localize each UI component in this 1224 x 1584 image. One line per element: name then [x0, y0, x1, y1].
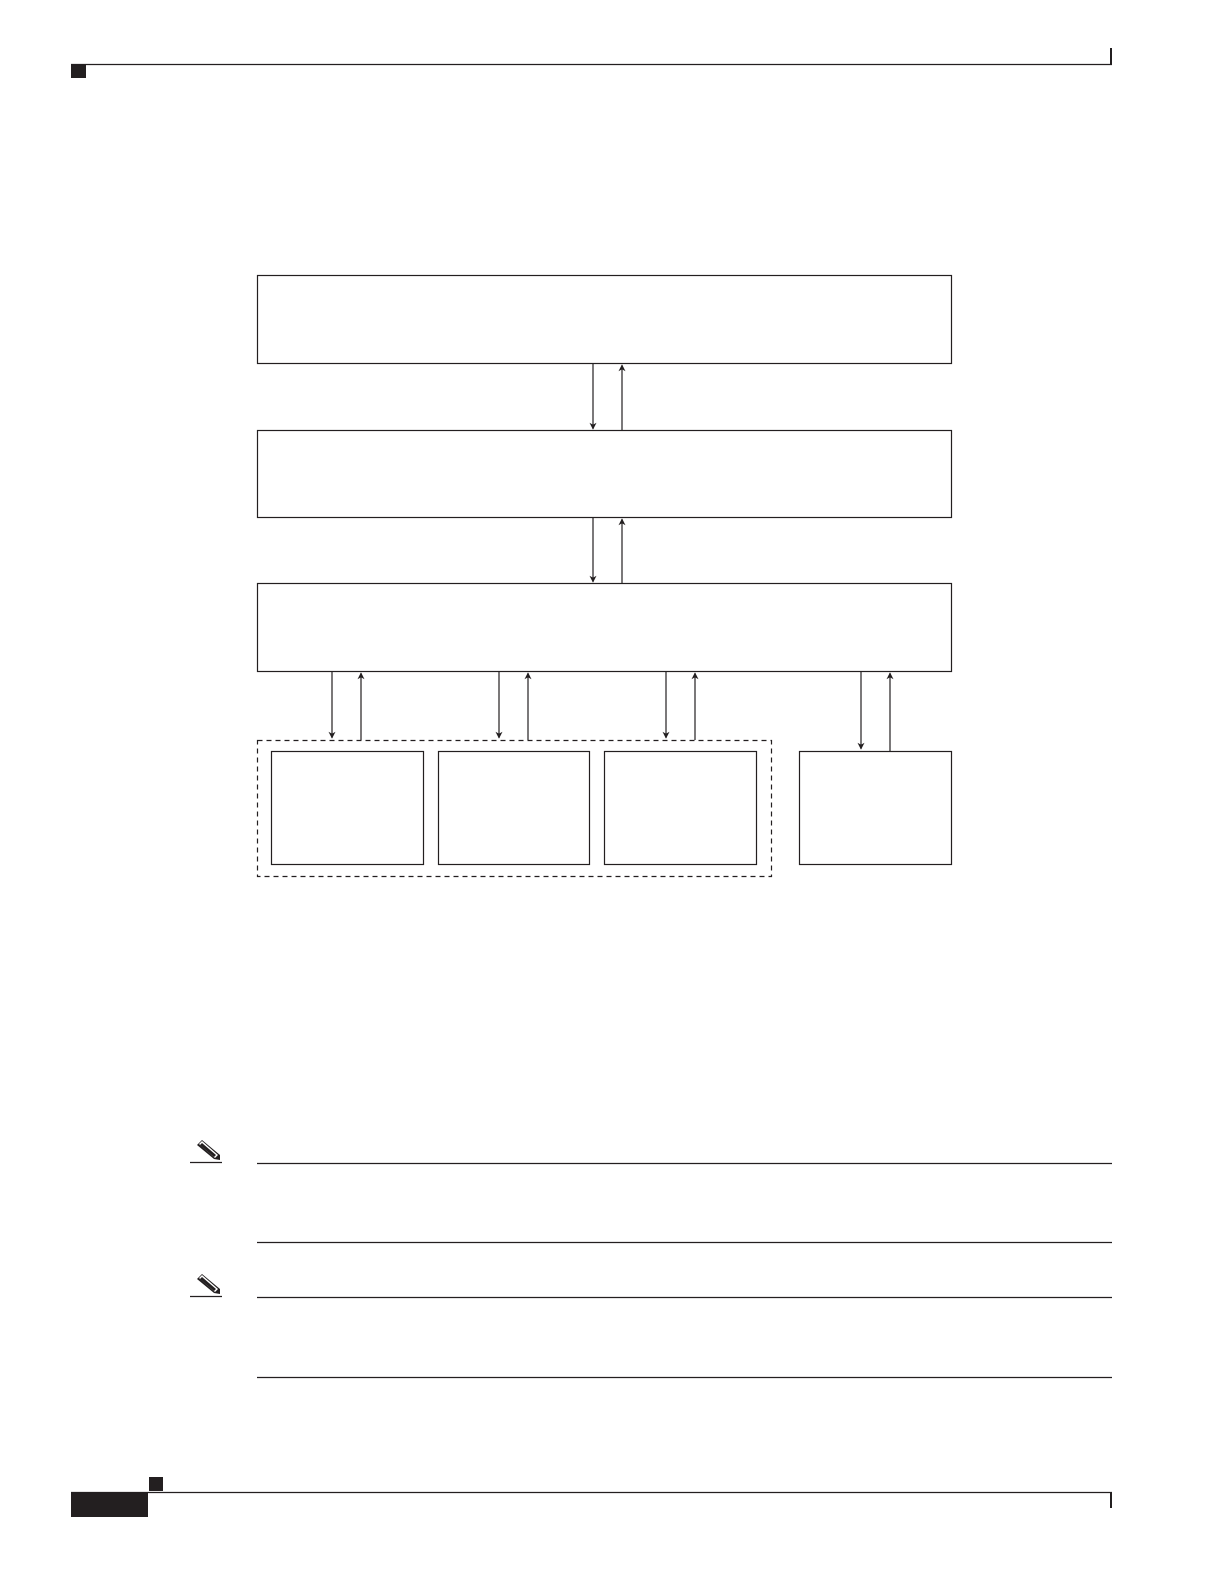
page-header: [71, 48, 1112, 78]
dashed-group-container: [258, 741, 772, 877]
layer-box-3: [258, 584, 952, 672]
arrow-pair-layer3-box4: [861, 672, 890, 751]
arrow-pair-layer3-box1: [332, 672, 361, 740]
note-block-2: [190, 1274, 1112, 1378]
layer-box-2: [258, 431, 952, 518]
footer-corner-block: [149, 1477, 163, 1491]
page-footer: [71, 1477, 1112, 1517]
arrow-pair-layer3-box3: [666, 672, 695, 740]
group-box-2: [439, 752, 590, 865]
pencil-note-icon: [190, 1274, 222, 1297]
group-box-3: [605, 752, 757, 865]
note-block-1: [190, 1140, 1112, 1243]
pencil-note-icon: [190, 1140, 222, 1163]
architecture-diagram: [258, 276, 952, 877]
header-corner-block: [71, 65, 86, 78]
arrow-pair-layer2-layer3: [593, 518, 622, 583]
footer-page-tab: [71, 1493, 148, 1517]
layer-box-1: [258, 276, 952, 364]
standalone-box: [800, 752, 952, 865]
arrow-pair-layer3-box2: [499, 672, 528, 740]
group-box-1: [272, 752, 424, 865]
arrow-pair-layer1-layer2: [593, 364, 622, 430]
